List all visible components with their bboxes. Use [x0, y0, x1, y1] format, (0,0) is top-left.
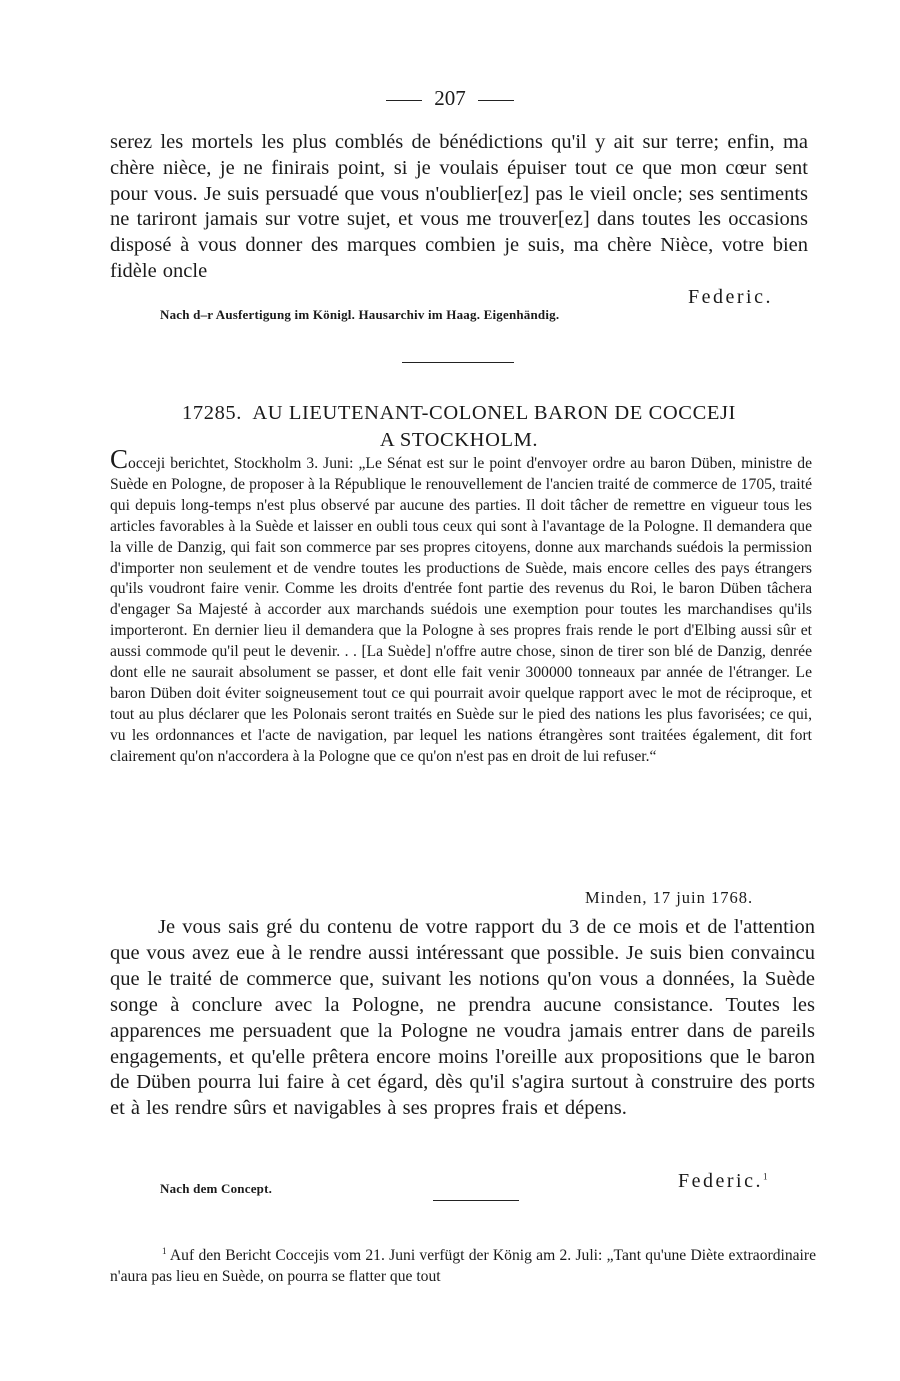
- footnote: [110, 1241, 816, 1287]
- letter-body: [110, 915, 815, 1122]
- intro-paragraph: serez les mortels les plus comblés de bénédictions qu'il y ait sur terre; enfin, ma chère nièce, je ne finirais point, si je voulais épuiser tout ce que mon cœur sent pour vous. Je suis persuadé que vous n'oublier[ez] pas le vieil oncle; ses sentiments ne tariront jamais sur votre sujet, et vous me trouver[ez] dans toutes les occasions disposé à vous donner des marques combien je suis, ma chère Nièce, votre bien fidèle oncle: [110, 131, 808, 282]
- footnote-text: Auf den Bericht Coccejis vom 21. Juni verfügt der König am 2. Juli: „Tant qu'une Diète extraordinaire n'aura pas lieu en Suède, on pourra se flatter que tout: [110, 1247, 816, 1286]
- letter-heading-line-1: [110, 400, 808, 427]
- section-divider: [402, 362, 514, 363]
- letter-body-text: Je vous sais gré du contenu de votre rapport du 3 de ce mois et de l'attention que vous avez eue à le rendre aussi intéressant que possible. Je suis bien convaincu que le traité de commerce que, suivant les notions qu'on vous a données, la Suède songe à conclure avec la Pologne, ne prendra aucune consistance. Toutes les apparences me persuadent que la Pologne ne voudra jamais entrer dans de pareils engagements, et qu'elle prêtera encore moins l'oreille aux propositions que le baron de Düben pourra lui faire à cet égard, dès qu'il s'agira surtout à construire des ports et à les rendre sûrs et navigables à ses propres frais et dépens.: [110, 916, 815, 1120]
- report-summary: [110, 444, 812, 768]
- page-number-text: 207: [434, 86, 466, 110]
- page-number-dash-left: [386, 100, 422, 101]
- letter-number: 17285.: [182, 402, 242, 424]
- letter-heading-line-2: A STOCKHOLM.: [379, 429, 539, 451]
- source-note-1: Nach d–r Ausfertigung im Königl. Hausarchiv im Haag. Eigenhändig.: [160, 307, 560, 322]
- signature-2-text: Federic.: [678, 1170, 763, 1192]
- footnote-ref: 1: [762, 1171, 770, 1182]
- page-number-dash-right: [478, 100, 514, 101]
- letter-heading: [110, 400, 808, 454]
- report-text: occeji berichtet, Stockholm 3. Juni: „Le Sénat est sur le point d'envoyer ordre au baron Düben, ministre de Suède en Pologne, de proposer à la République le renouvellement de l'ancien traité de commerce de 1705, traité qui depuis long-temps n'est plus observé par aucune des parties. Il doit tâcher de remettre en vigueur tous les articles favorables à la Suède et laisser en oubli tous ceux qui sont à l'avantage de la Pologne. Il demandera que la ville de Danzig, qui fait son commerce par ses propres citoyens, donne aux marchands suédois la permission d'importer non seulement et de vendre toutes les productions de Suède, mais encore celles des pays étrangers qu'ils voudront faire venir. Comme les droits d'entrée font partie des revenus du Roi, le baron Düben tâchera d'engager Sa Majesté à accorder aux marchands suédois une exemption pour toutes les marchandises qu'ils importeront. En dernier lieu il demandera que la Pologne à ses propres frais rende le port d'Elbing aussi sûr et aussi commode qu'il peut le devenir. . . [La Suède] n'offre autre chose, sinon de tirer son blé de Danzig, denrée dont elle ne saurait absolument se passer, et dont elle fait venir 300000 tonneaux par année de l'étranger. Le baron Düben doit éviter soigneusement tout ce qui pourrait avoir quelque rapport avec le mot de réciproque, et tout au plus déclarer que les Polonais seront traités en Suède sur le pied des nations les plus favorisées; ce qui, vu les ordonnances et l'acte de navigation, par lequel les nations étrangères sont traitées également, dit fort clairement qu'on n'accordera à la Pologne que ce qu'on n'est pas en droit de lui refuser.“: [110, 455, 812, 765]
- report-initial: C: [110, 444, 129, 474]
- source-note-2: Nach dem Concept.: [160, 1181, 273, 1196]
- signature-1: Federic.: [688, 286, 773, 308]
- footnote-divider: [433, 1200, 519, 1201]
- signature-2: [678, 1170, 770, 1193]
- letter-addressee: AU LIEUTENANT-COLONEL BARON DE COCCEJI: [252, 402, 736, 424]
- place-date: Minden, 17 juin 1768.: [585, 888, 754, 907]
- page-number: [0, 86, 900, 111]
- footnote-marker: 1: [162, 1246, 167, 1256]
